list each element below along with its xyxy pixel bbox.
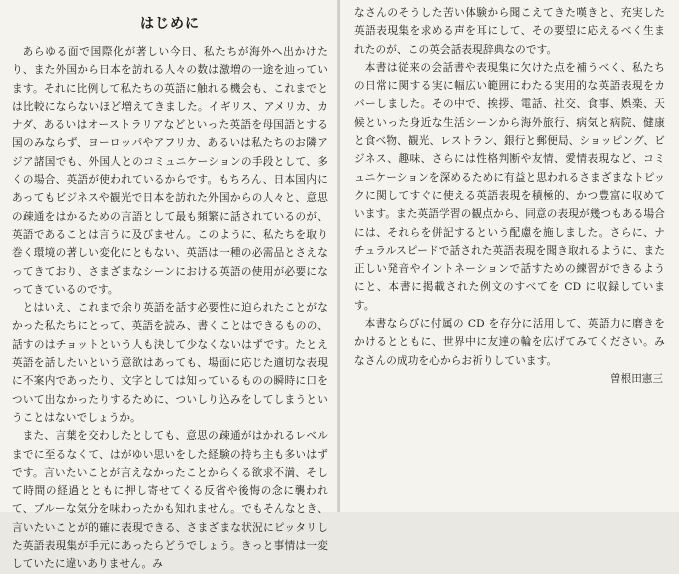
intro-paragraph-2: とはいえ、これまで余り英語を話す必要性に迫られたことがなかった私たちにとって、英語を読み、書くことはできるものの、話すのはチョットという人も決して少なくないはずです。たとえ英語を話したいという意欲はあっても、場面に応じた適切な表現に不案内であったり、文字としては知っているものの瞬時に口をついて出なかったりするために、ついしり込みをしてしまうということはないでしょうか。 — [12, 302, 328, 424]
intro-paragraph-1: あらゆる面で国際化が著しい今日、私たちが海外へ出かけたり、また外国から日本を訪れる人々の数は激増の一途を辿っています。それに比例して私たちの英語に触れる機会も、これまでとは比較にならないほど増えてきました。イギリス、アメリカ、カナダ、あるいはオーストラリアなどといった英語を母国語とする国のみならず、ヨーロッパやアフリカ、あるいは私たちのお隣アジア諸国でも、外国人とのコミュニケーションの手段として、多くの場合、英語が使われているからです。もちろん、日本国内にあってもビジネスや観光で日本を訪れた外国からの人々と、意思の疎通をはかるための言語として最も頻繁に話されているのが、英語であることは言うに及びません。このように、私たちを取り巻く環境の著しい変化にともない、英語は一種の必需品とさえなってきており、さまざまなシーンにおける英語の使用が必要になってきているのです。 — [12, 46, 328, 296]
right-page — [340, 0, 679, 512]
carry-over-text: なさんのそうした苦い体験から聞こえてきた嘆きと、充実した英語表現集を求める声を耳にして、その要望に応えるべく生まれたのが、この英会話表現辞典なのです。 — [354, 7, 665, 56]
left-page — [0, 0, 338, 571]
intro-paragraph-3: また、言葉を交わしたとしても、意思の疎通がはかれるレベルまでに至るなくて、はがゆい思いをした経験の持ち主も多いはずです。言いたいことが言えなかったことからくる欲求不満、そして時間の経過とともに押し寄せてくる反省や後悔の念に襲われて、ブルーな気分を味わったかも知れません。でもそんなとき、言いたいことが的確に表現できる、さまざまな状況にピッタリした英語表現集が手元にあったらどうでしょう。きっと事情は一変していたに違いありません。み — [12, 430, 328, 571]
body-paragraph-2: 本書ならびに付属の CD を存分に活用して、英語力に磨きをかけるとともに、世界中に友達の輪を広げてみてください。みなさんの成功を心からお祈りしています。 — [354, 318, 665, 367]
body-paragraph-1: 本書は従来の会話書や表現集に欠けた点を補うべく、私たちの日常に関する実に幅広い範囲にわたる実用的な英語表現をカバーしました。その中で、挨拶、電話、社交、食事、娯楽、天候といった身近な生活シーンから海外旅行、病気と病院、健康と食べ物、観光、レストラン、銀行と郵便局、ショッピング、ビジネス、趣味、さらには性格判断や友情、愛情表現など、コミュニケーションを深めるために有益と思われるさまざまなトピックに関してすぐに使える英語表現を積極的、かつ豊富に収めています。また英語学習の観点から、同意の表現が幾つもある場合には、それらを併記するという配慮を施しました。さらに、ナチュラルスピードで話された英語表現を聞き取れるように、また正しい発音やイントネーションで話すための練習ができるようにと、本書に掲載された例文のすべてを CD に収録しています。 — [354, 61, 665, 312]
page-heading: はじめに — [140, 16, 200, 32]
author-signature: 曽根田憲三 — [610, 372, 663, 385]
